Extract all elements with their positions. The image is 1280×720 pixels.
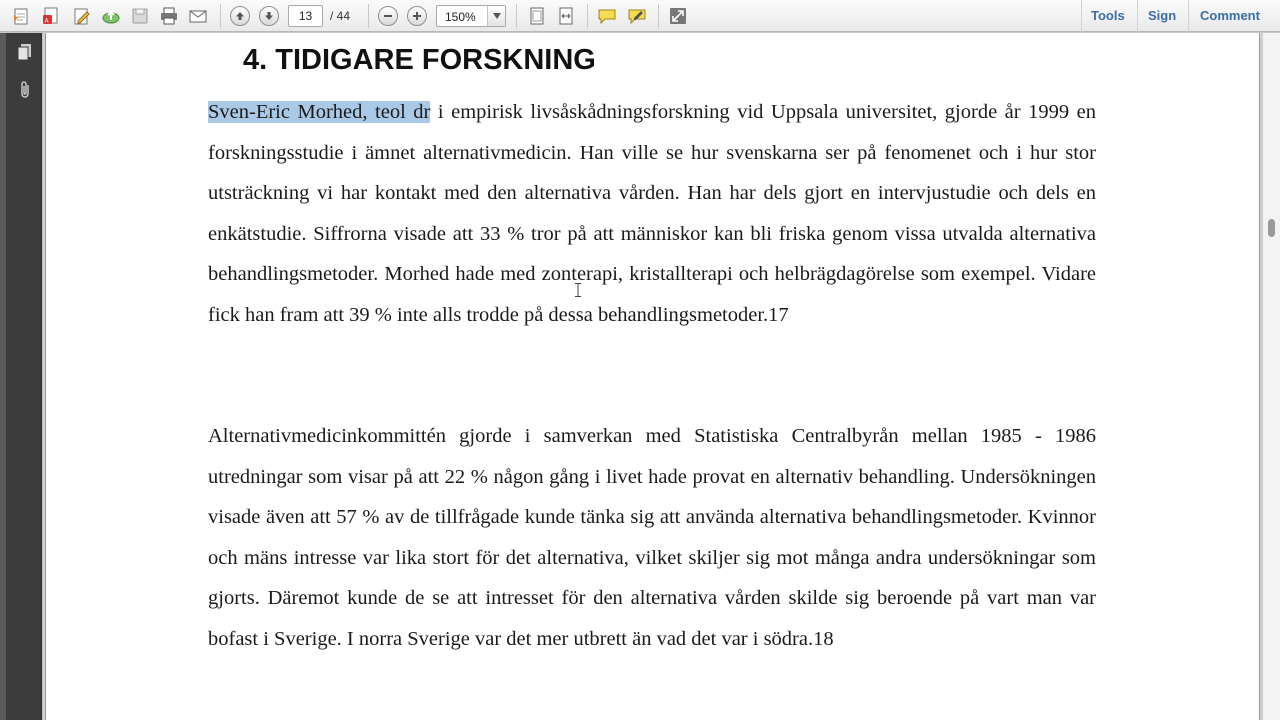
- print-icon[interactable]: [159, 6, 179, 26]
- section-heading: 4. TIDIGARE FORSKNING: [243, 44, 596, 76]
- zoom-value: 150%: [445, 10, 476, 24]
- toolbar-separator: [587, 4, 588, 28]
- selected-text[interactable]: Sven-Eric Morhed, teol dr: [208, 101, 431, 123]
- zoom-in-icon[interactable]: [407, 6, 427, 26]
- previous-page-icon[interactable]: [230, 6, 250, 26]
- next-page-icon[interactable]: [259, 6, 279, 26]
- page-number-input[interactable]: [288, 5, 323, 27]
- fit-width-icon[interactable]: [556, 6, 576, 26]
- upload-icon[interactable]: [101, 6, 121, 26]
- fit-page-icon[interactable]: [527, 6, 547, 26]
- save-icon[interactable]: [130, 6, 150, 26]
- paragraph-1-text: i empirisk livsåskådningsforskning vid Uppsala universitet, gjorde år 1999 en forskningsstudie i ämnet alternativmedicin. Han ville se hur svenskarna ser på fenomenet och i hur stor utsträckning vi har kontakt med den alternativa vården. Han har dels gjort en intervjustudie och dels en enkätstudie. Siffrorna visade att 33 % tror på att människor kan bli friska genom vissa utvalda alternativa behandlingsmetoder. Morhed hade med zonterapi, kristallterapi och helbrägdagörelse som exempel. Vidare fick han fram att 39 % inte alls trodde på dessa behandlingsmetoder.17: [208, 101, 1097, 326]
- vertical-scrollbar[interactable]: [1262, 33, 1280, 720]
- email-icon[interactable]: [188, 6, 208, 26]
- svg-text:A: A: [44, 17, 49, 25]
- edit-pdf-icon[interactable]: [72, 6, 92, 26]
- scrollbar-thumb[interactable]: [1268, 219, 1275, 237]
- toolbar-separator: [1081, 0, 1082, 32]
- toolbar-separator: [368, 4, 369, 28]
- paragraph-1: [208, 92, 1096, 336]
- export-pdf-icon[interactable]: [41, 6, 61, 26]
- zoom-select[interactable]: [436, 5, 506, 27]
- toolbar-separator: [658, 4, 659, 28]
- toolbar: [0, 0, 1280, 32]
- tools-button[interactable]: Tools: [1091, 8, 1125, 23]
- zoom-dropdown-icon[interactable]: [487, 6, 505, 26]
- toolbar-separator: [220, 4, 221, 28]
- zoom-out-icon[interactable]: [378, 6, 398, 26]
- toolbar-separator: [1188, 0, 1189, 32]
- create-pdf-icon[interactable]: [12, 6, 32, 26]
- text-cursor-icon: [575, 283, 581, 297]
- fullscreen-icon[interactable]: [668, 6, 688, 26]
- toolbar-separator: [1137, 0, 1138, 32]
- navigation-pane: [6, 33, 42, 720]
- comment-button[interactable]: Comment: [1200, 8, 1260, 23]
- page-total: / 44: [330, 9, 351, 23]
- page-thumbnails-icon[interactable]: [15, 41, 35, 63]
- sign-button[interactable]: Sign: [1148, 8, 1177, 23]
- highlight-icon[interactable]: [627, 6, 647, 26]
- toolbar-separator: [516, 4, 517, 28]
- paragraph-2: Alternativmedicinkommittén gjorde i samverkan med Statistiska Centralbyrån mellan 1985 - 1986 utredningar som visar på att 22 % någon gång i livet hade provat en alternativ behandling. Undersökningen visade även att 57 % av de tillfrågade kunde tänka sig att använda alternativa behandlingsmetoder. Kvinnor och mäns intresse var lika stort för det alternativa, vilket skiljer sig mot många andra undersökningar som gjorts. Däremot kunde de se att intresset för den alternativa vården skilde sig beroende på vart man var bofast i Sverige. I norra Sverige var det mer utbrett än vad det var i södra.18: [208, 425, 1096, 650]
- attachments-icon[interactable]: [15, 79, 35, 101]
- comment-icon[interactable]: [597, 6, 617, 26]
